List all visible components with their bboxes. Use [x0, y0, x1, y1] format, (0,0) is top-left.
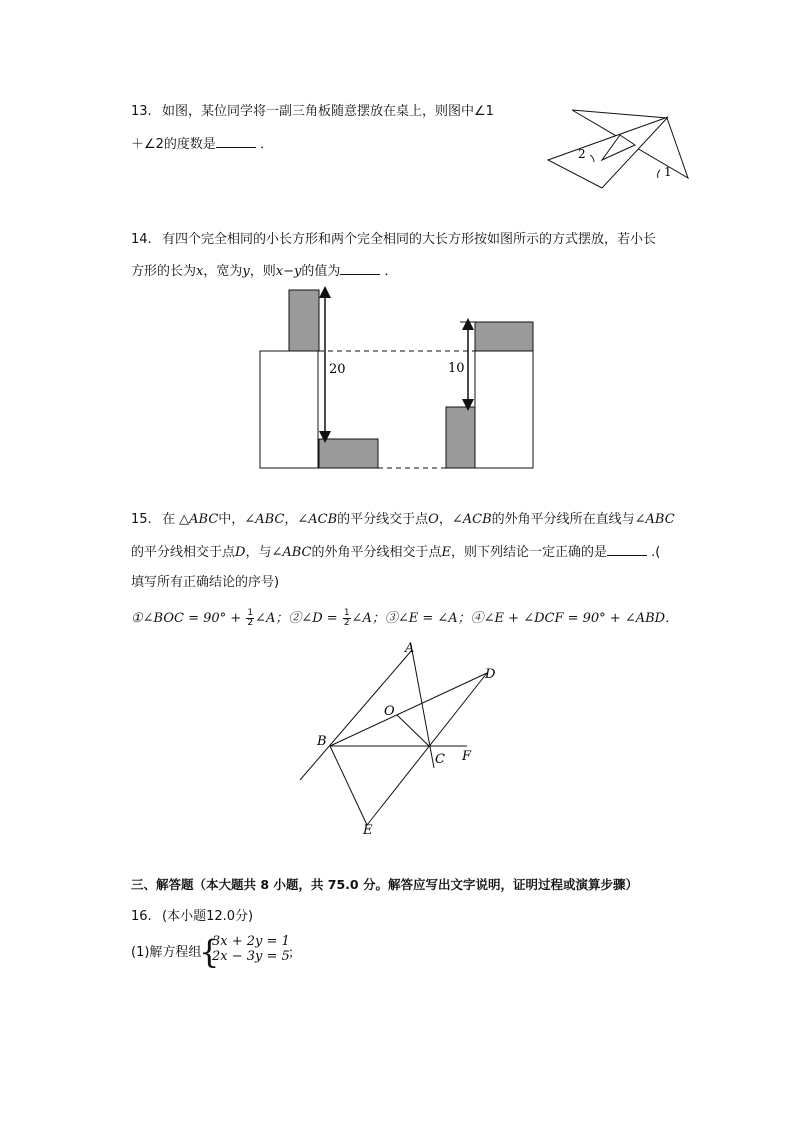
- q14-expr: x−y: [275, 264, 302, 279]
- q13-figure-triangle-rulers: [540, 100, 700, 195]
- q16-score: (本小题12.0分): [162, 909, 254, 924]
- q15-frac-num-1: 1: [247, 608, 254, 618]
- q15-line1: [162, 512, 675, 528]
- q15-line-OC: [397, 715, 429, 746]
- q14-small-rect-top-left: [289, 290, 319, 351]
- q15-label-O: O: [384, 704, 395, 719]
- q16-part1: (1)解方程组: [131, 945, 202, 960]
- q13-number: 13.: [131, 104, 152, 119]
- q14-end: ．: [384, 264, 398, 279]
- q16-number: 16.: [131, 909, 152, 924]
- q15-answer-blank: [607, 544, 647, 556]
- q14-number: 14.: [131, 232, 152, 247]
- q13-line1: 如图，某位同学将一副三角板随意摆放在桌上，则图中∠1: [162, 104, 494, 119]
- q13-line2-text: ＋∠2的度数是: [131, 137, 216, 152]
- q15-line-AC: [412, 650, 434, 768]
- q15-options: [131, 609, 678, 628]
- q14-text-c: ，则: [249, 264, 276, 279]
- q14-label-20: 20: [329, 362, 346, 377]
- q15-opt3: ③∠E = ∠A；: [384, 611, 471, 626]
- q14-line1: 有四个完全相同的小长方形和两个完全相同的大长方形按如图所示的方式摆放，若小长: [162, 232, 657, 247]
- q14-var-y: y: [242, 264, 250, 279]
- q13-answer-blank: [216, 136, 256, 148]
- q15-ang-acb: ∠ACB: [297, 512, 338, 527]
- q15-line3: 填写所有正确结论的序号): [131, 575, 280, 590]
- q15-sep: ，: [284, 512, 298, 527]
- q15-t3: 的平分线交于点: [337, 512, 429, 527]
- q15-opt2-a: ②∠D =: [288, 611, 342, 626]
- q16-eq1: 3x + 2y = 1: [212, 934, 290, 949]
- q13-line2: [131, 136, 273, 153]
- q15-line-BE: [330, 746, 367, 825]
- q15-opt1-b: ∠A；: [255, 611, 289, 626]
- section-3-title: 三、解答题（本大题共 8 小题，共 75.0 分。解答应写出文字说明，证明过程或演算步骤）: [131, 877, 638, 892]
- q15-label-C: C: [435, 752, 445, 767]
- q14-small-rect-bottom-right: [446, 407, 475, 468]
- q15-t7: ，与: [245, 545, 272, 560]
- q15-figure-triangle: [295, 638, 505, 843]
- q14-text-b: ，宽为: [203, 264, 243, 279]
- q15-label-A: A: [405, 641, 415, 656]
- q13-label-1: 1: [664, 165, 672, 179]
- q15-t1: 在: [162, 512, 176, 527]
- q15-label-D: D: [485, 667, 496, 682]
- q15-opt1-frac: [246, 609, 254, 628]
- q15-frac-den-1: 2: [247, 618, 254, 628]
- q15-line-BD: [330, 673, 487, 746]
- q14-big-rect-left: [260, 351, 318, 468]
- q15-pt-d: D: [235, 545, 246, 560]
- q14-var-x: x: [196, 264, 204, 279]
- q15-ang-abc: ∠ABC: [244, 512, 285, 527]
- q15-t6: 的平分线相交于点: [131, 545, 236, 560]
- q14-small-rect-bottom-left: [319, 439, 378, 468]
- q15-frac-num-2: 1: [343, 608, 350, 618]
- q14-answer-blank: [340, 263, 380, 275]
- q16-end: ；: [288, 946, 302, 961]
- q15-label-E: E: [363, 823, 373, 838]
- q15-line-AB-ext: [300, 650, 412, 780]
- q15-frac-den-2: 2: [343, 618, 350, 628]
- q15-ang-acb2: ∠ACB: [451, 512, 492, 527]
- q15-t9: ，则下列结论一定正确的是: [451, 545, 608, 560]
- q13-end: ．: [260, 137, 274, 152]
- q15-number: 15.: [131, 512, 152, 527]
- q15-opt2-frac: [343, 609, 351, 628]
- q14-text-a: 方形的长为: [131, 264, 197, 279]
- q15-label-F: F: [462, 749, 472, 764]
- q15-ang-abc3: ∠ABC: [271, 545, 312, 560]
- q16-eq2: 2x − 3y = 5: [212, 949, 290, 964]
- q13-angle-1-arc: [658, 170, 660, 178]
- q15-t10: .(: [651, 545, 661, 560]
- q15-pt-o: O: [428, 512, 439, 527]
- q15-line2: [131, 544, 660, 561]
- q15-tri: △ABC: [179, 512, 219, 527]
- q15-ang-abc2: ∠ABC: [634, 512, 675, 527]
- q14-label-10: 10: [448, 361, 465, 376]
- q15-label-B: B: [317, 734, 327, 749]
- q15-t8: 的外角平分线相交于点: [311, 545, 442, 560]
- q14-small-rect-top-right: [475, 322, 533, 351]
- q15-t2: 中，: [218, 512, 245, 527]
- q15-opt4: ④∠E + ∠DCF = 90° + ∠ABD．: [470, 611, 679, 626]
- q14-text-d: 的值为: [301, 264, 341, 279]
- q14-line2: [131, 263, 398, 280]
- q15-opt2-b: ∠A；: [351, 611, 385, 626]
- q15-opt1-a: ①∠BOC = 90° +: [131, 611, 246, 626]
- q15-pt-e: E: [441, 545, 452, 560]
- q16-brace: {: [199, 933, 220, 971]
- q13-label-2: 2: [578, 147, 586, 161]
- q14-figure-rectangles: [255, 285, 545, 475]
- q15-t5: 的外角平分线所在直线与: [491, 512, 635, 527]
- q15-t4: ，: [438, 512, 452, 527]
